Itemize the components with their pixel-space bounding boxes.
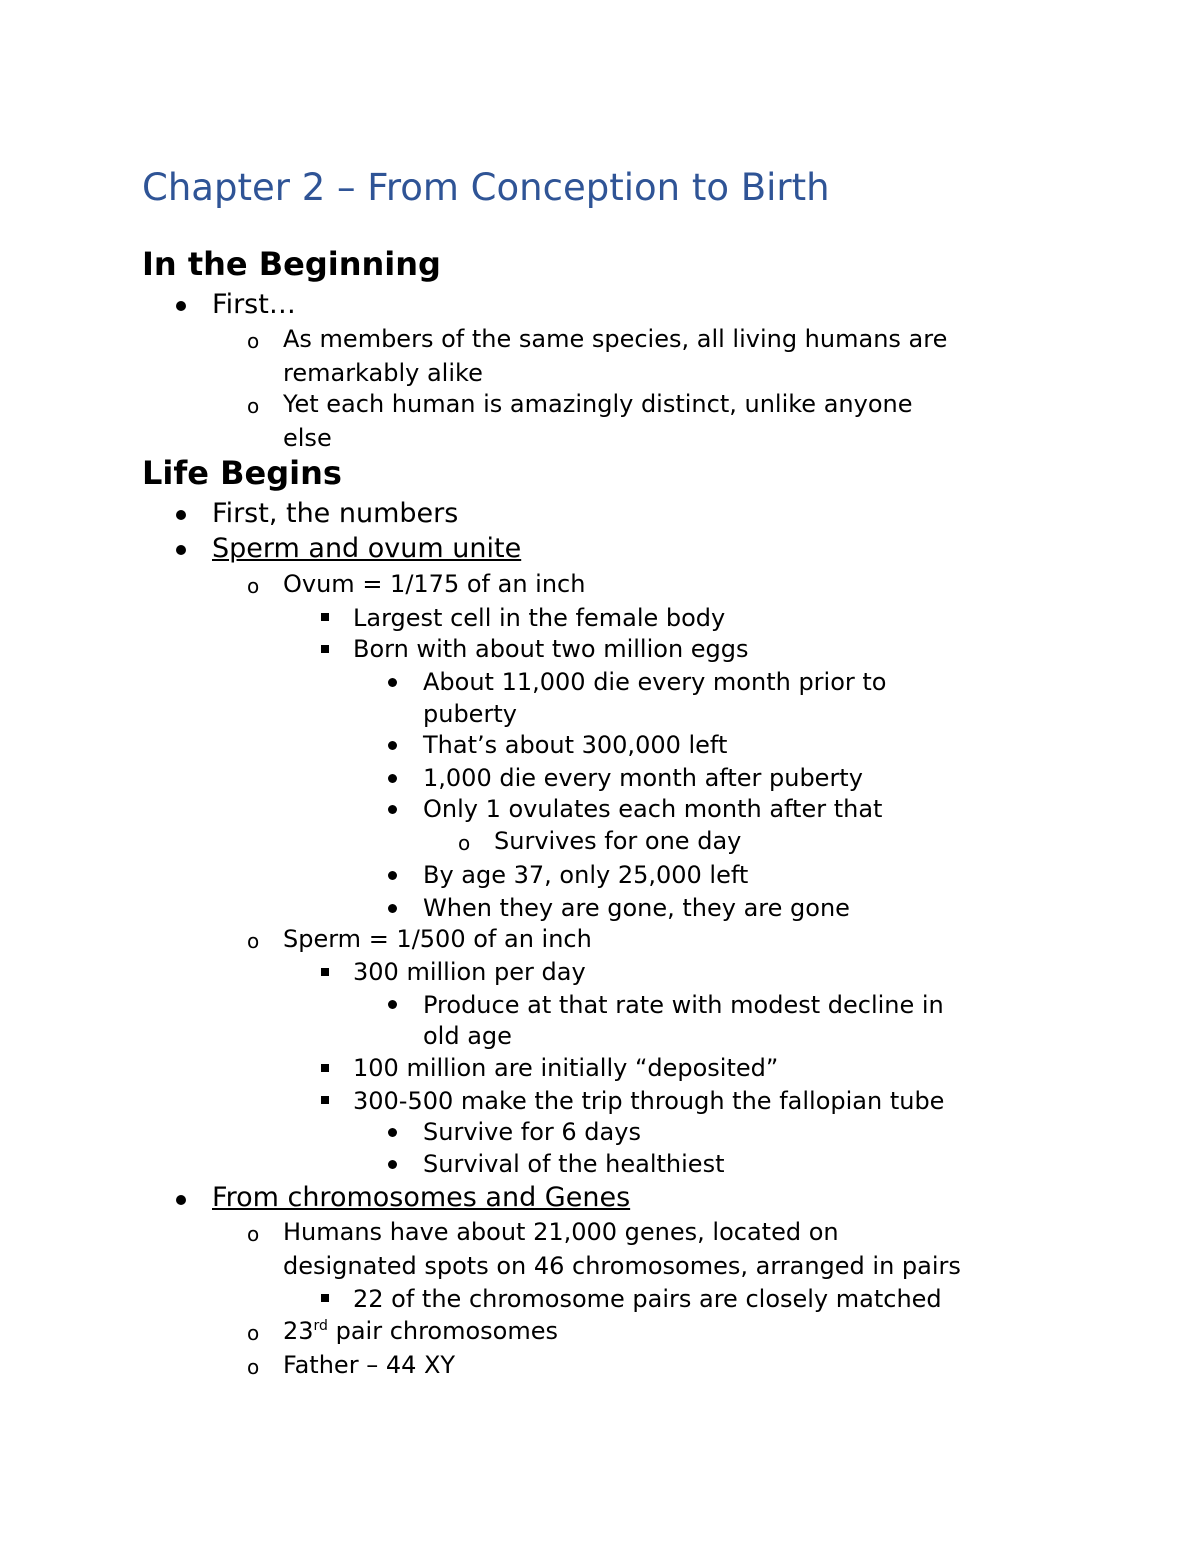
page-title: Chapter 2 – From Conception to Birth	[142, 166, 830, 209]
list-item-continued: remarkably alike	[283, 359, 483, 387]
ordinal-suffix: rd	[313, 1318, 328, 1334]
bullet-circle-icon: o	[247, 329, 260, 353]
bullet-dot-icon	[388, 805, 397, 814]
list-item: Survive for 6 days	[423, 1118, 641, 1146]
list-item-continued: old age	[423, 1022, 512, 1050]
bullet-dot-icon	[176, 1195, 186, 1205]
list-item: Sperm = 1/500 of an inch	[283, 925, 592, 953]
bullet-circle-icon: o	[247, 394, 260, 418]
bullet-dot-icon	[388, 871, 397, 880]
list-item: Survival of the healthiest	[423, 1150, 725, 1178]
list-item: Yet each human is amazingly distinct, unlike anyone	[283, 390, 913, 418]
list-item-23rd-pair	[283, 1319, 558, 1343]
bullet-dot-icon	[388, 904, 397, 913]
bullet-circle-icon: o	[247, 1355, 260, 1379]
section-heading-in-the-beginning: In the Beginning	[142, 245, 441, 283]
bullet-dot-icon	[176, 545, 186, 555]
list-item: 1,000 die every month after puberty	[423, 764, 863, 792]
ordinal-number: 23	[283, 1317, 314, 1345]
list-item: 22 of the chromosome pairs are closely matched	[353, 1285, 942, 1313]
section-heading-life-begins: Life Begins	[142, 454, 342, 492]
list-item: By age 37, only 25,000 left	[423, 861, 749, 889]
bullet-dot-icon	[388, 678, 397, 687]
list-item: First…	[212, 289, 296, 320]
bullet-dot-icon	[388, 1000, 397, 1009]
list-item: 100 million are initially “deposited”	[353, 1054, 779, 1082]
bullet-square-icon	[321, 645, 329, 653]
bullet-circle-icon: o	[458, 831, 471, 855]
list-item: About 11,000 die every month prior to	[423, 668, 887, 696]
list-item: Father – 44 XY	[283, 1351, 456, 1379]
list-item: Only 1 ovulates each month after that	[423, 795, 883, 823]
list-item: When they are gone, they are gone	[423, 894, 850, 922]
bullet-dot-icon	[388, 741, 397, 750]
bullet-square-icon	[321, 1096, 329, 1104]
list-item: That’s about 300,000 left	[423, 731, 728, 759]
list-item-continued: puberty	[423, 700, 517, 728]
bullet-dot-icon	[388, 1160, 397, 1169]
bullet-square-icon	[321, 1064, 329, 1072]
bullet-square-icon	[321, 1294, 329, 1302]
list-item-sperm-and-ovum: Sperm and ovum unite	[212, 533, 522, 564]
list-item-continued: else	[283, 424, 332, 452]
list-item-continued: designated spots on 46 chromosomes, arranged in pairs	[283, 1252, 961, 1280]
bullet-circle-icon: o	[247, 574, 260, 598]
bullet-circle-icon: o	[247, 1222, 260, 1246]
list-item: First, the numbers	[212, 498, 459, 529]
bullet-circle-icon: o	[247, 929, 260, 953]
bullet-dot-icon	[388, 774, 397, 783]
bullet-square-icon	[321, 613, 329, 621]
list-item: 300-500 make the trip through the fallopian tube	[353, 1087, 945, 1115]
list-item: Survives for one day	[494, 827, 742, 855]
bullet-dot-icon	[176, 301, 186, 311]
list-item: Largest cell in the female body	[353, 604, 726, 632]
list-item: Produce at that rate with modest decline in	[423, 991, 944, 1019]
list-item: Born with about two million eggs	[353, 635, 749, 663]
bullet-dot-icon	[176, 510, 186, 520]
bullet-circle-icon: o	[247, 1321, 260, 1345]
list-item-text: pair chromosomes	[327, 1317, 559, 1345]
bullet-square-icon	[321, 968, 329, 976]
list-item: 300 million per day	[353, 958, 586, 986]
list-item-chromosomes-and-genes: From chromosomes and Genes	[212, 1182, 631, 1213]
bullet-dot-icon	[388, 1128, 397, 1137]
list-item: As members of the same species, all living humans are	[283, 325, 948, 353]
list-item: Ovum = 1/175 of an inch	[283, 570, 586, 598]
list-item: Humans have about 21,000 genes, located on	[283, 1218, 839, 1246]
